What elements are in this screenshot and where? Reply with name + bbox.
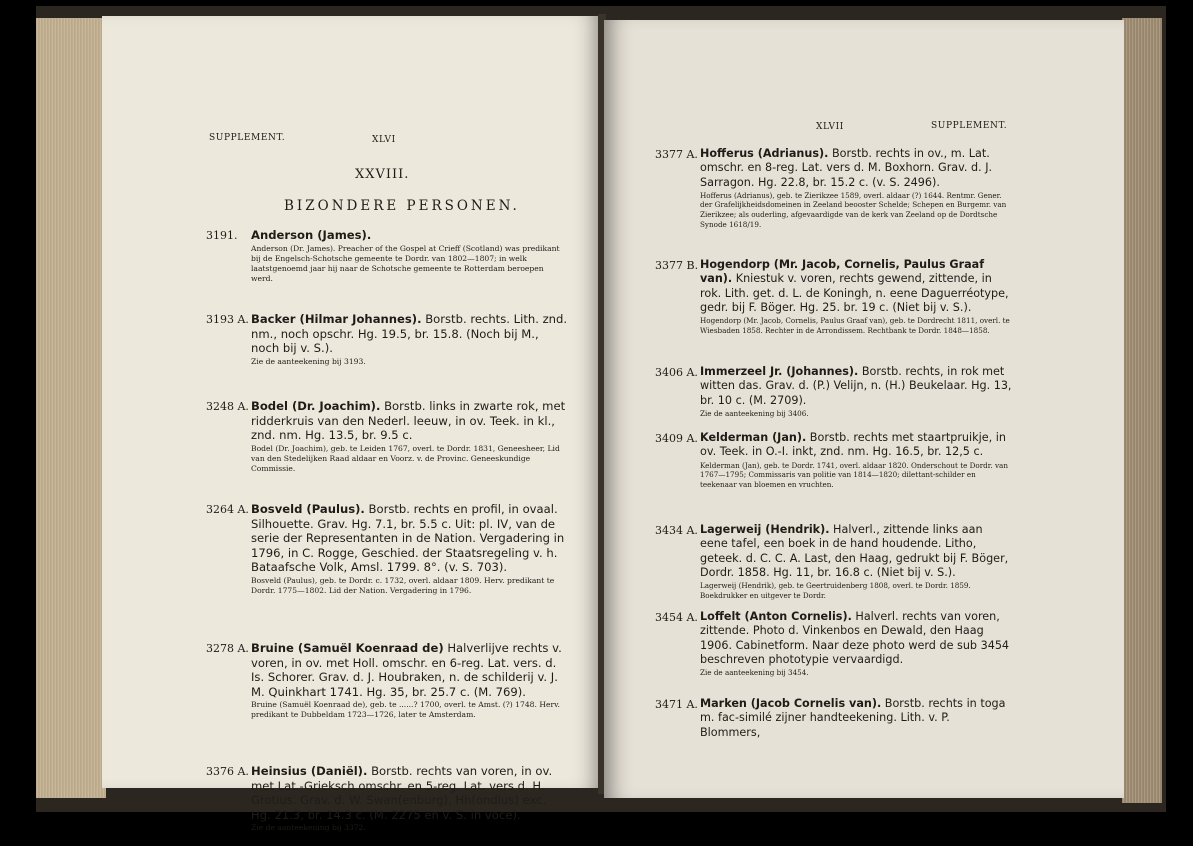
entry (655, 697, 1012, 740)
entry-number: 3377 A. (655, 148, 698, 161)
section-title: BIZONDERE PERSONEN. (284, 198, 520, 214)
entry-number: 3434 A. (655, 524, 698, 537)
entry-name: Marken (Jacob Cornelis van). (700, 697, 882, 710)
entry (206, 399, 569, 474)
entry (206, 228, 567, 284)
entry-body: Halverl. rechts van voren, zittende. Photo d. Vinkenbos en Dewald, den Haag 1906. Cabinetform. Naar deze photo werd de sub 3454 beschreven phototypie vervaardigd. (700, 610, 1010, 666)
entry-number: 3454 A. (655, 611, 698, 624)
entry-name: Loffelt (Anton Cornelis). (700, 610, 852, 623)
entry-number: 3278 A. (206, 642, 249, 655)
entry-body: Kniestuk v. voren, rechts gewend, zittende, in rok. Lith. get. d. L. de Koningh, n. eene Daguerréotype, gedr. bij F. Böger. Hg. 25. br. 19 c. (Niet bij v. S.). (700, 272, 1009, 314)
entry-body: Borstb. rechts. Lith. znd. nm., noch opschr. Hg. 19.5, br. 15.8. (Noch bij M., noch bij v. S.). (251, 312, 568, 356)
entry (206, 641, 569, 720)
entry-body: Borstb. rechts van voren, in ov. met Lat.-Grieksch omschr. en 5-reg. Lat. vers d. H. Grotius. Grav. d. W. Swan(enburg), Hh(ondius) exc. Hg. 21.3, br. 14.3 c. (M. 2275 en v. S. in voce). (251, 764, 553, 822)
entry-note: Zie de aanteekening bij 3372. (251, 823, 366, 833)
entry-note: Zie de aanteekening bij 3406. (700, 408, 809, 418)
entry-number: 3409 A. (655, 432, 698, 445)
entry-note: Zie de aanteekening bij 3193. (251, 356, 366, 366)
entry-note: Bosveld (Paulus), geb. te Dordr. c. 1732, overl. aldaar 1809. Herv. predikant te Dordr. 1775—1802. Lid der Nation. Vergadering in 1796. (251, 575, 555, 595)
entry (655, 147, 1012, 229)
entry-note: Lagerweij (Hendrik), geb. te Geertruidenberg 1808, overl. te Dordr. 1859. Boekdrukker en uitgever te Dordr. (700, 581, 971, 600)
entry-number: 3191. (206, 229, 238, 242)
entry-note: Hofferus (Adrianus), geb. te Zierikzee 1589, overl. aldaar (?) 1644. Rentmr. Gener. der Grafelijkheidsdomeinen in Zeeland beooster Schelde; Schepen en Burgemr. van Zierikzee; als ouderling, afgevaardigde van de kerk van Zeeland op de Dordtsche Synode 1618/19. (700, 190, 1007, 229)
entry-note: Bruine (Samuël Koenraad de), geb. te ......? 1700, overl. te Amst. (?) 1748. Herv. predikant te Dubbeldam 1723—1726, later te Amsterdam. (251, 700, 560, 720)
entry-body: Borstb. links in zwarte rok, met ridderkruis van den Nederl. leeuw, in ov. Teek. in kl., znd. nm. Hg. 13.5, br. 9.5 c. (251, 399, 566, 443)
page-number-left: XLVI (372, 135, 396, 145)
left-page (102, 16, 600, 833)
entry-note: Zie de aanteekening bij 3454. (700, 668, 809, 678)
running-head-right: SUPPLEMENT. (931, 121, 1008, 131)
entry-body: Halverlijve rechts v. voren, in ov. met Holl. omschr. en 6-reg. Lat. vers. d. Is. Schorer. Grav. d. J. Houbraken, n. de schilderij v. J. M. Quinkhart 1741. Hg. 35, br. 25.7 c. (M. 769). (251, 641, 562, 699)
entry-name: Hogendorp (Mr. Jacob, Cornelis, Paulus Graaf van). (700, 258, 985, 286)
entry (655, 523, 1012, 600)
entry-number: 3377 B. (655, 259, 699, 272)
section-number: XXVIII. (355, 167, 410, 182)
entry (655, 610, 1012, 678)
entry-name: Hofferus (Adrianus). (700, 147, 829, 160)
entry (655, 431, 1012, 489)
entry-name: Anderson (James). (251, 228, 372, 242)
entry-body: Borstb. rechts in ov., m. Lat. omschr. en 8-reg. Lat. vers d. M. Boxhorn. Grav. d. J. Sarragon. Hg. 22.8, br. 15.2 c. (v. S. 2496). (700, 147, 993, 189)
entry-number: 3376 A. (206, 765, 249, 778)
page-number-right: XLVII (816, 122, 844, 132)
entry-name: Bruine (Samuël Koenraad de) (251, 641, 444, 655)
page-edges-right (1122, 18, 1162, 803)
entry (655, 258, 1012, 335)
entry (206, 764, 569, 833)
entry-body: Borstb. rechts, in rok met witten das. Grav. d. (P.) Velijn, n. (H.) Beukelaar. Hg. 13, br. 10 c. (M. 2709). (700, 365, 1012, 407)
entry-note: Hogendorp (Mr. Jacob, Cornelis, Paulus Graaf van), geb. te Dordrecht 1811, overl. te Wiesbaden 1858. Rechter in de Arrondissem. Rechtbank te Dordr. 1848—1858. (700, 316, 1010, 335)
right-page (604, 20, 1124, 798)
entry-body: Borstb. rechts en profil, in ovaal. Silhouette. Grav. Hg. 7.1, br. 5.5 c. Uit: pl. IV, van de serie der Representanten in de Nation. Vergadering in 1796, in C. Rogge, Geschied. der Staatsregeling v. h. Bataafsche Volk, Amsl. 1799. 8°. (v. S. 703). (251, 502, 565, 575)
entry-note: Bodel (Dr. Joachim), geb. te Leiden 1767, overl. te Dordr. 1831, Geneesheer, Lid van den Stedelijken Raad aldaar en Voorz. v. de Provinc. Geneeskundige Commissie. (251, 443, 560, 473)
entry (206, 502, 569, 596)
entry (655, 365, 1012, 418)
entry-name: Bosveld (Paulus). (251, 502, 365, 516)
entry-body: Borstb. rechts met staartpruikje, in ov. Teek. in O.-I. inkt, znd. nm. Hg. 16.5, br. 12,5 c. (700, 431, 1006, 459)
running-head-left: SUPPLEMENT. (209, 133, 286, 143)
entry-note: Anderson (Dr. James). Preacher of the Gospel at Crieff (Scotland) was predikant bij de Engelsch-Schotsche gemeente te Dordr. van 1802—1807; in welk laatstgenoemd jaar hij naar de Schotsche gemeente te Rotterdam beroepen werd. (251, 243, 560, 283)
entry-number: 3471 A. (655, 698, 698, 711)
page-edges-left (36, 18, 106, 798)
entry-note: Kelderman (Jan), geb. te Dordr. 1741, overl. aldaar 1820. Onderschout te Dordr. van 1767—1795; Commissaris van politie van 1814—1820; dilettant-schilder en teekenaar van bloemen en vruchten. (700, 460, 1008, 489)
entry-name: Kelderman (Jan). (700, 431, 807, 444)
entry-number: 3264 A. (206, 503, 249, 516)
entry-number: 3193 A. (206, 313, 249, 326)
entry (206, 312, 569, 367)
entry-name: Heinsius (Daniël). (251, 764, 368, 778)
entry-name: Bodel (Dr. Joachim). (251, 399, 381, 413)
entry-number: 3248 A. (206, 400, 249, 413)
entry-name: Immerzeel Jr. (Johannes). (700, 365, 859, 378)
entry-body: Halverl., zittende links aan eene tafel, een boek in de hand houdende. Litho, geteek. d. C. C. A. Last, den Haag, gedrukt bij F. Böger, Dordr. 1858. Hg. 11, br. 16.8 c. (Niet bij v. S.). (700, 523, 1009, 579)
entry-name: Backer (Hilmar Johannes). (251, 312, 422, 326)
entry-name: Lagerweij (Hendrik). (700, 523, 830, 536)
entry-number: 3406 A. (655, 366, 698, 379)
entry-body: Borstb. rechts in toga m. fac-similé zijner handteekening. Lith. v. P. Blommers, (700, 697, 1006, 739)
